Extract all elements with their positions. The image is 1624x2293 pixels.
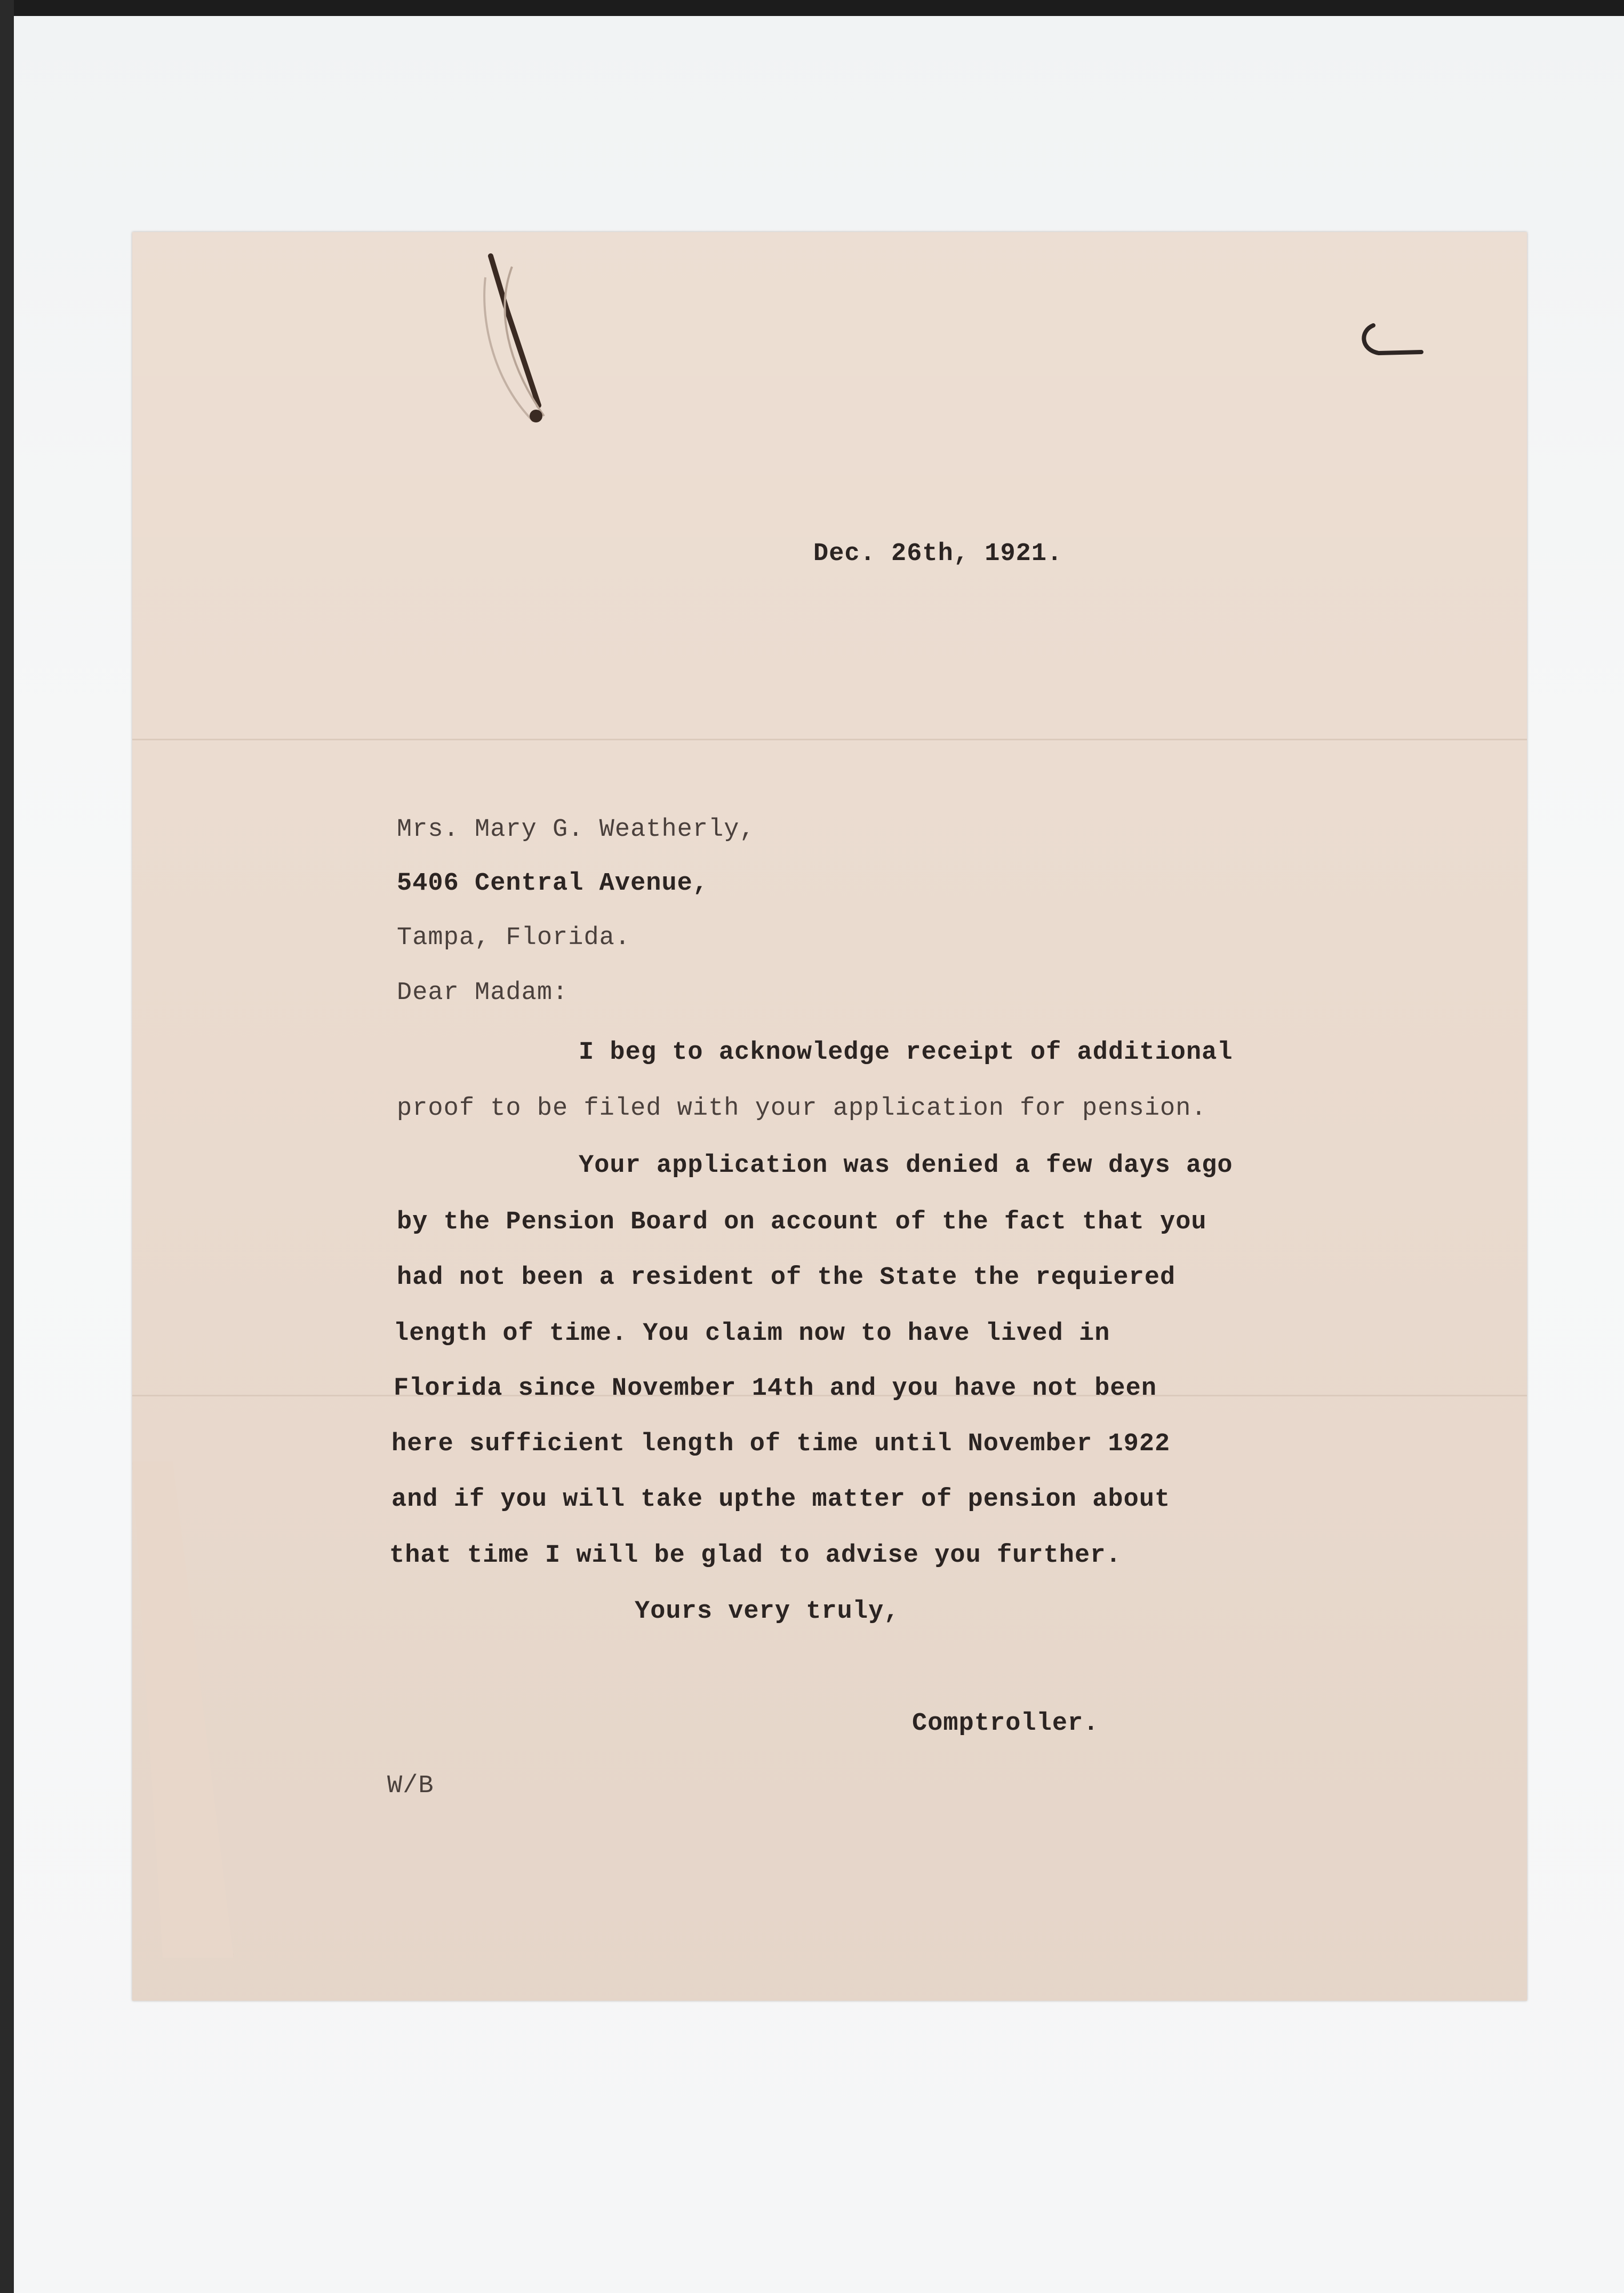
scan-top-border bbox=[0, 0, 1624, 16]
body-line-3: Your application was denied a few days ago bbox=[579, 1152, 1233, 1180]
recipient-name: Mrs. Mary G. Weatherly, bbox=[397, 816, 755, 844]
initials: W/B bbox=[387, 1772, 434, 1800]
salutation: Dear Madam: bbox=[397, 979, 569, 1007]
body-line-8: here sufficient length of time until November 1922 bbox=[391, 1430, 1171, 1458]
body-line-7: Florida since November 14th and you have not been bbox=[394, 1375, 1157, 1403]
torn-corner-icon bbox=[1357, 320, 1432, 368]
body-line-2: proof to be filed with your application for pension. bbox=[397, 1094, 1207, 1123]
body-line-6: length of time. You claim now to have lived in bbox=[394, 1320, 1110, 1348]
body-line-5: had not been a resident of the State the requiered bbox=[397, 1264, 1176, 1292]
scan-left-border bbox=[0, 0, 14, 2293]
recipient-city: Tampa, Florida. bbox=[397, 924, 631, 952]
body-line-9: and if you will take upthe matter of pension about bbox=[391, 1485, 1171, 1514]
body-line-1: I beg to acknowledge receipt of additional bbox=[579, 1038, 1233, 1067]
letter-date: Dec. 26th, 1921. bbox=[813, 540, 1063, 568]
body-line-10: that time I will be glad to advise you further. bbox=[389, 1541, 1122, 1570]
recipient-street: 5406 Central Avenue, bbox=[397, 869, 709, 898]
signature-title: Comptroller. bbox=[912, 1709, 1099, 1738]
body-line-4: by the Pension Board on account of the fact that you bbox=[397, 1208, 1207, 1236]
closing: Yours very truly, bbox=[635, 1597, 900, 1626]
staple-mark-icon bbox=[475, 245, 560, 437]
